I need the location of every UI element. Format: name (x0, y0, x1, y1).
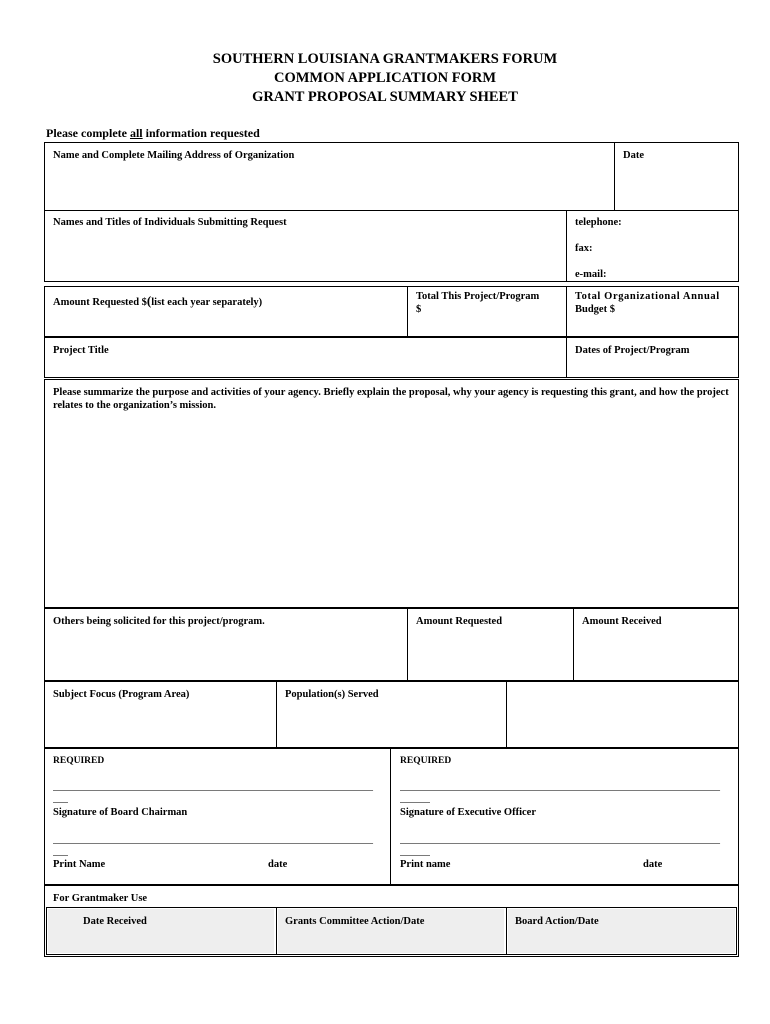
divider (566, 337, 567, 378)
divider (407, 608, 408, 681)
population-served-label: Population(s) Served (285, 689, 379, 700)
divider (566, 286, 567, 337)
required-right: REQUIRED (400, 756, 452, 766)
amount-requested-label: Amount Requested $(list each year separately) (53, 293, 263, 308)
date-right-label: date (643, 859, 663, 870)
total-budget-label: Total Organizational Annual (575, 291, 720, 302)
print-name-left-label: Print Name (53, 859, 106, 870)
total-project-dollar: $ (416, 304, 422, 315)
exec-signature-line-tail: ______ (400, 793, 430, 804)
dates-project-label: Dates of Project/Program (575, 345, 690, 356)
divider (390, 748, 391, 885)
org-name-label: Name and Complete Mailing Address of Organization (53, 150, 295, 161)
date-label: Date (623, 150, 644, 161)
fax-label: fax: (575, 243, 593, 254)
instruction-text: Please complete all information requested (46, 126, 260, 140)
telephone-label: telephone: (575, 217, 622, 228)
board-signature-label: Signature of Board Chairman (53, 807, 188, 818)
board-action-label: Board Action/Date (515, 916, 599, 927)
total-project-label: Total This Project/Program (416, 291, 540, 302)
form-title-application: COMMON APPLICATION FORM (273, 70, 497, 86)
total-budget-label-b: Budget $ (575, 304, 615, 315)
form-title-org: SOUTHERN LOUISIANA GRANTMAKERS FORUM (212, 51, 558, 67)
divider (614, 142, 615, 211)
amount-requested2-label: Amount Requested (416, 616, 503, 627)
board-print-line-tail: ___ (53, 846, 68, 857)
divider (276, 907, 277, 955)
committee-action-label: Grants Committee Action/Date (285, 916, 425, 927)
subject-focus-label: Subject Focus (Program Area) (53, 689, 190, 700)
others-solicited-label: Others being solicited for this project/program. (53, 616, 265, 627)
project-title-label: Project Title (53, 345, 109, 356)
divider (506, 907, 507, 955)
print-name-right-label: Print name (400, 859, 451, 870)
board-signature-line-tail: ___ (53, 793, 68, 804)
board-signature-line[interactable]: ________________________________________________________________ (53, 781, 373, 792)
divider (566, 210, 567, 282)
board-print-line[interactable]: ________________________________________________________________ (53, 834, 373, 845)
summary-field[interactable] (44, 379, 739, 608)
exec-print-line-tail: ______ (400, 846, 430, 857)
exec-signature-line[interactable]: ________________________________________________________________ (400, 781, 720, 792)
grantmaker-heading: For Grantmaker Use (53, 893, 148, 904)
required-left: REQUIRED (53, 756, 105, 766)
email-label: e-mail: (575, 269, 607, 280)
shade (48, 909, 274, 953)
amount-received-label: Amount Received (582, 616, 662, 627)
names-titles-label: Names and Titles of Individuals Submitting Request (53, 217, 287, 228)
date-left-label: date (268, 859, 288, 870)
exec-print-line[interactable]: ________________________________________________________________ (400, 834, 720, 845)
form-title-summary: GRANT PROPOSAL SUMMARY SHEET (252, 89, 518, 105)
date-received-label: Date Received (83, 916, 147, 927)
divider (573, 608, 574, 681)
exec-signature-label: Signature of Executive Officer (400, 807, 536, 818)
divider (276, 681, 277, 748)
summary-label: Please summarize the purpose and activities of your agency. Briefly explain the proposal, why your agency is requesting this grant, and how the project relates to the organization’s mission. (53, 387, 729, 411)
divider (506, 681, 507, 748)
divider (407, 286, 408, 337)
